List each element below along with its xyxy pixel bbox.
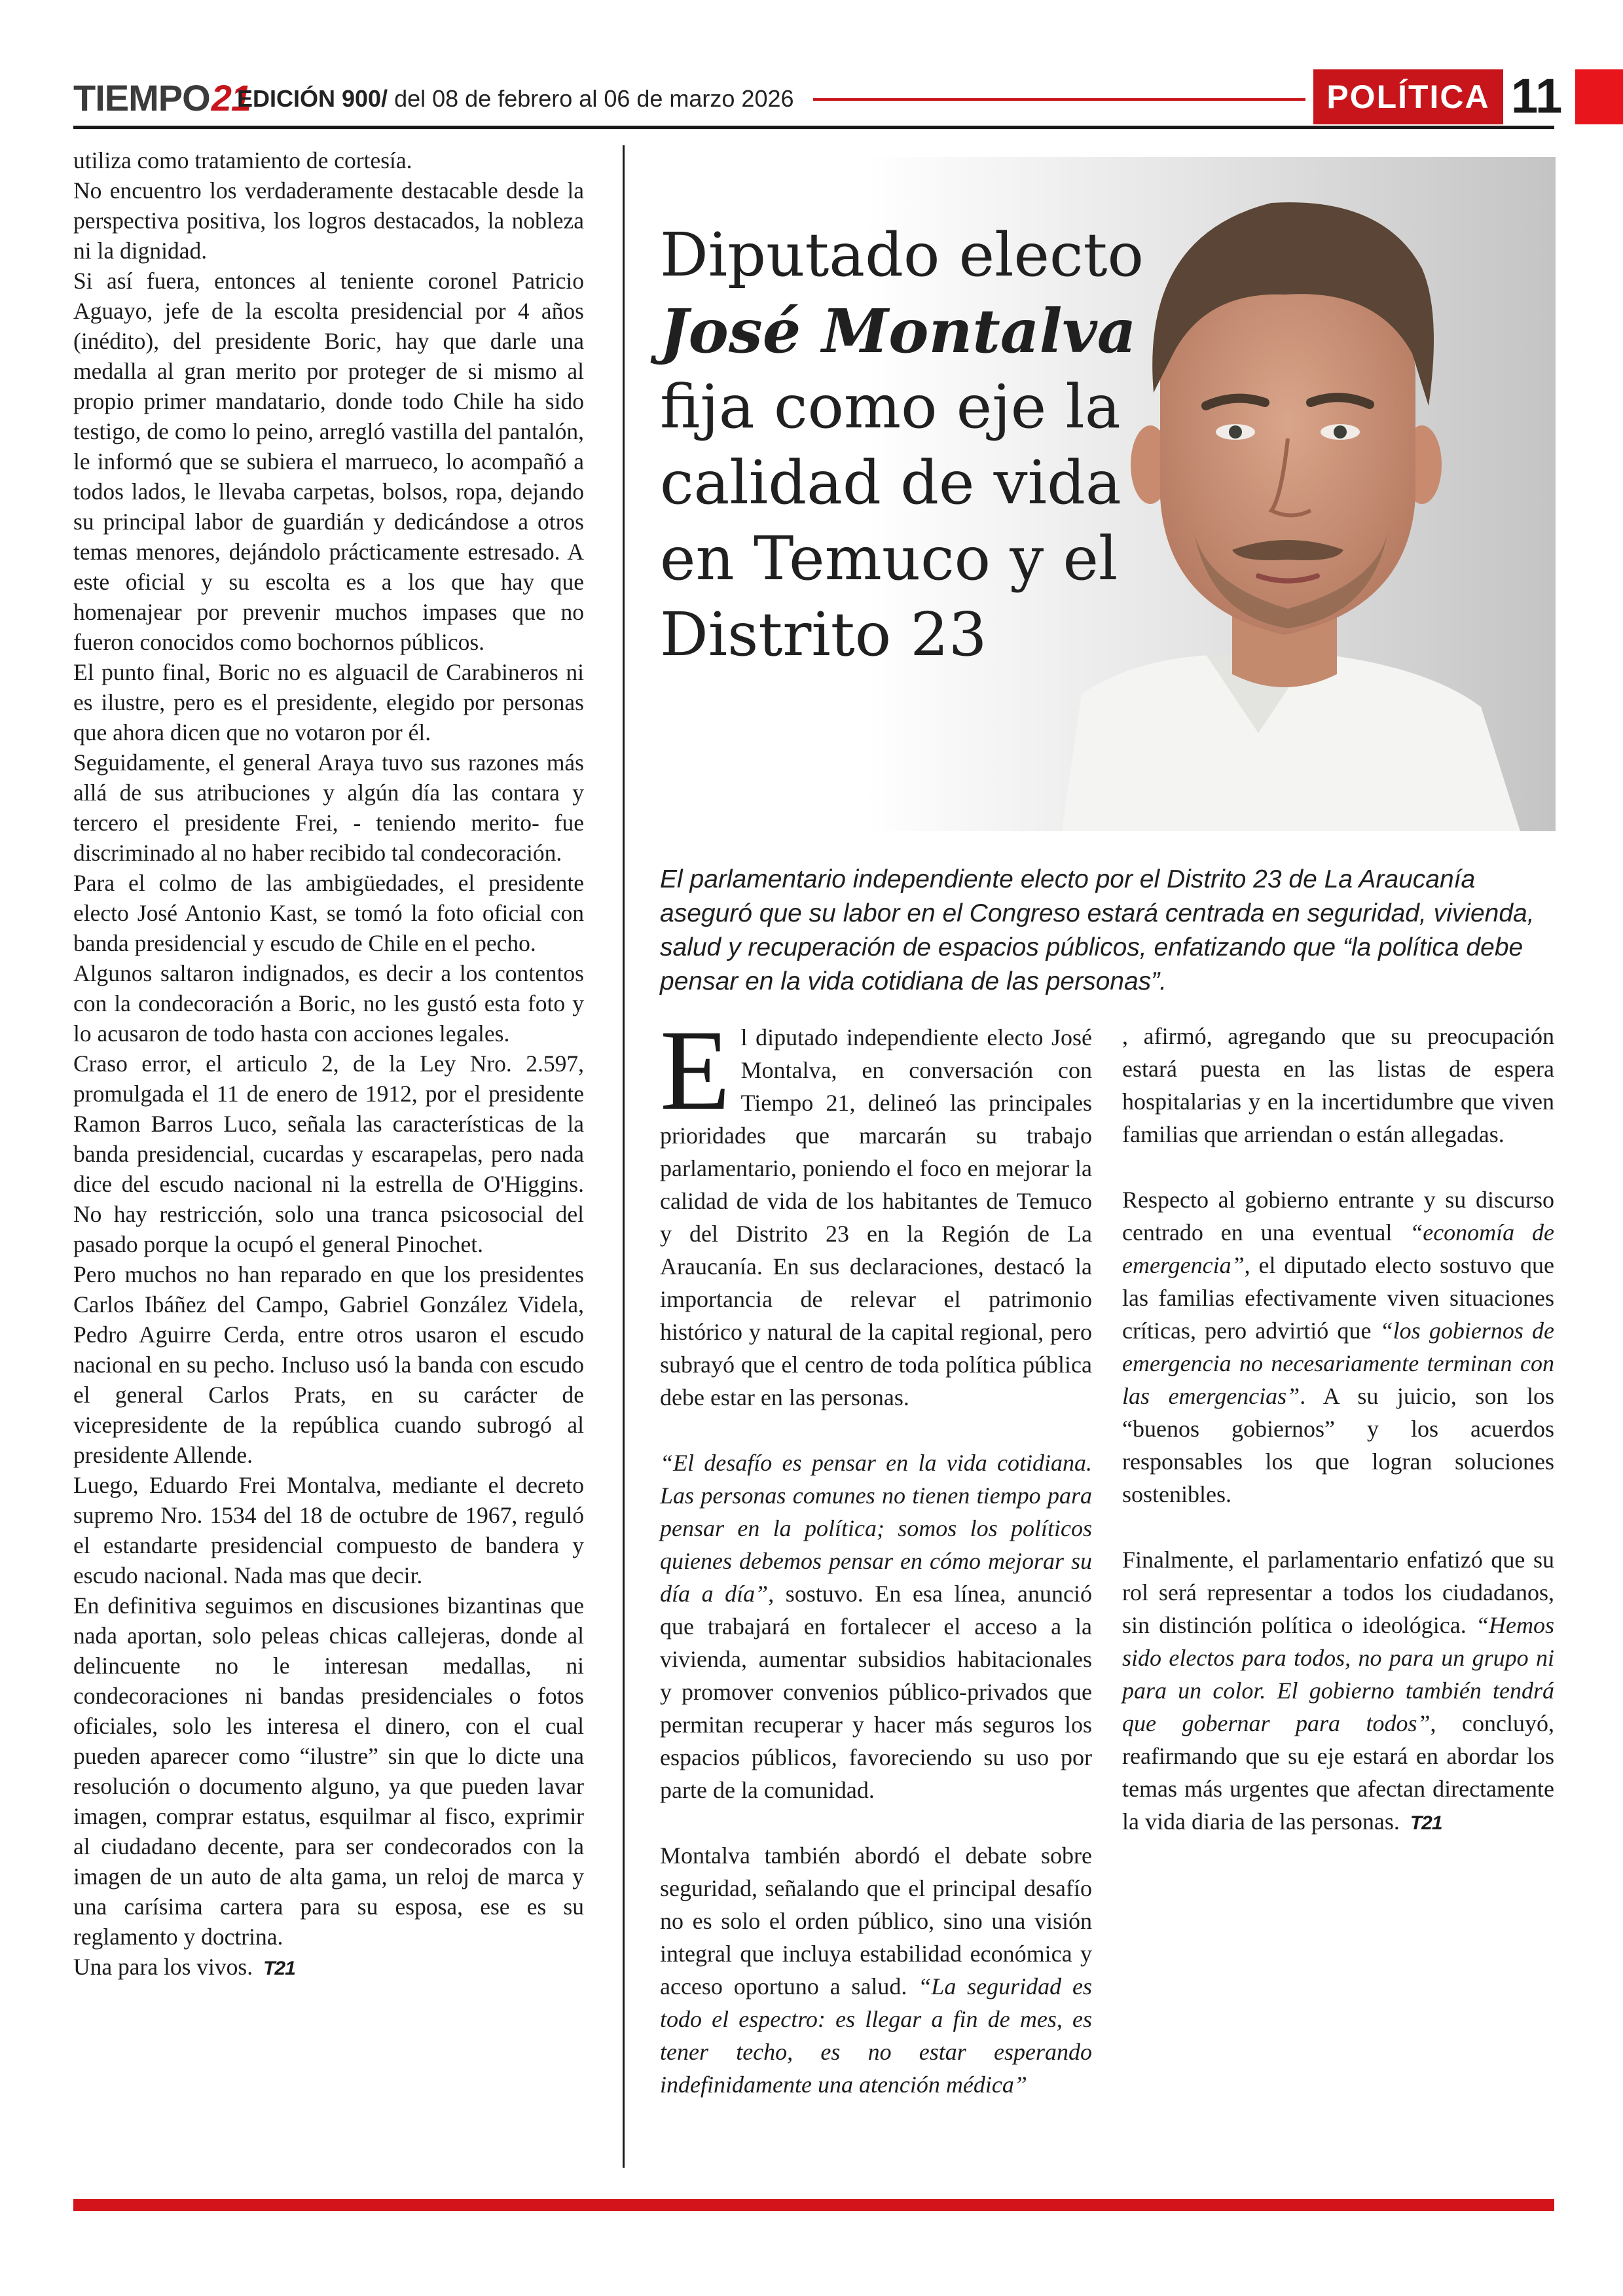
headline-line: en Temuco y el [660, 524, 1118, 594]
opinion-paragraph: utiliza como tratamiento de cortesía. [73, 147, 412, 173]
closing-text: Una para los vivos. [73, 1954, 253, 1980]
opinion-closing [73, 1952, 584, 1984]
quote-text: “La seguridad es todo el espectro: es llegar a fin de mes, es tener techo, es no estar esperando indefinidamente una atención médica” [660, 1973, 1093, 2098]
article-paragraph [660, 1007, 1092, 1414]
section-label: POLÍTICA [1313, 69, 1503, 124]
paragraph-text: l diputado independiente electo José Montalva, en conversación con Tiempo 21, delineó las principales prioridades que marcarán su trabajo parlamentario, poniendo el foco en mejorar la calidad de vida de los habitantes de Temuco y del Distrito 23 en la Región de La Araucanía. En sus declaraciones, destacó la importancia de relevar el patrimonio histórico y natural de la capital regional, pero subrayó que el centro de toda política pública debe estar en las personas. [660, 1024, 1092, 1410]
edition-label: EDICIÓN 900/ [237, 85, 388, 112]
opinion-paragraph: Luego, Eduardo Frei Montalva, mediante el decreto supremo Nro. 1534 del 18 de octubre de 1967, reguló el estandarte presidencial compuesto de bandera y escudo nacional. Nada mas que decir. [73, 1472, 584, 1588]
paragraph-gap [1122, 1151, 1554, 1183]
article-paragraph [1122, 1183, 1554, 1511]
headline-line: Distrito 23 [660, 600, 987, 670]
paragraph-text: , concluyó, reafirmando que su eje estará en abordar los temas más urgentes que afectan directamente la vida diaria de las personas. [1122, 1710, 1554, 1835]
article-column-right [1122, 1020, 1554, 1840]
page-header [73, 63, 1563, 141]
tiempo21-logo [73, 72, 251, 124]
article-paragraph [1122, 1020, 1554, 1151]
opinion-paragraph: Seguidamente, el general Araya tuvo sus razones más allá de sus atribuciones y algún día las contara y tercero el presidente Frei, - teniendo merito- fue discriminado al no haber recibido tal condecoración. [73, 749, 584, 866]
paragraph-gap [660, 1806, 1092, 1839]
article-lede: El parlamentario independiente electo por el Distrito 23 de La Araucanía aseguró que su labor en el Congreso estará centrada en seguridad, vivienda, salud y recuperación de espacios públicos, enfatizando que “la política debe pensar en la vida cotidiana de las personas”. [660, 865, 1535, 996]
paragraph-text: , sostuvo. En esa línea, anunció que trabajará en fortalecer el acceso a la vivienda, aumentar subsidios habitacionales y promover convenios público-privados que permitan recuperar y hacer más seguros los espacios públicos, favoreciendo su uso por parte de la comunidad. [660, 1581, 1092, 1803]
headline-line: calidad de vida [660, 448, 1122, 518]
paragraph-text: . A su juicio, son los “buenos gobiernos” y los acuerdos responsables los que logran soluciones sostenibles. [1122, 1383, 1554, 1507]
quote-text: “Hemos sido electos para todos, no para un grupo ni para un color. El gobierno también tendrá que gobernar para todos” [1122, 1612, 1554, 1736]
opinion-paragraph: Si así fuera, entonces al teniente coronel Patricio Aguayo, jefe de la escolta presidencial por 4 años (inédito), del presidente Boric, hay que darle una medalla al gran merito por proteger de si mismo al propio primer mandatario, donde todo Chile ha sido testigo, de como lo peino, arregló vastilla del pantalón, le informó que se subiera el marrueco, lo acompañó a todos lados, le llevaba carpetas, bolsos, ropa, dejando su principal labor de guardián y dedicándose a otros temas menores, dejándolo prácticamente estresado. A este oficial y su escolta es a los que hay que homenajear por prevenir muchos impases que no fueron conocidos como bochornos públicos. [73, 268, 584, 655]
article-paragraph [660, 1839, 1092, 2101]
paragraph-gap [1122, 1511, 1554, 1543]
end-mark-logo: T21 [1410, 1812, 1442, 1834]
paragraph-gap [660, 1414, 1092, 1446]
quote-text: “El desafío es pensar en la vida cotidiana. Las personas comunes no tienen tiempo para pensar en la política; somos los políticos quienes debemos pensar en cómo mejorar su día a día” [660, 1450, 1092, 1607]
page-corner-tab [1575, 69, 1623, 124]
end-mark-logo: T21 [263, 1958, 295, 1979]
opinion-paragraph: Algunos saltaron indignados, es decir a los contentos con la condecoración a Boric, no les gustó esta foto y lo acusaron de todo hasta con acciones legales. [73, 960, 584, 1047]
headline-name: José Montalva [660, 296, 1137, 367]
header-red-rule [813, 98, 1305, 101]
opinion-paragraph: Craso error, el articulo 2, de la Ley Nro. 2.597, promulgada el 11 de enero de 1912, por el presidente Ramon Barros Luco, señala las características de la banda presidencial, cucardas y escarapelas, pero nada dice del escudo nacional ni la estrella de O'Higgins. No hay restricción, solo una tranca psicosocial del pasado porque la ocupó el general Pinochet. [73, 1050, 584, 1257]
article-paragraph [1122, 1543, 1554, 1840]
header-black-rule [73, 126, 1554, 129]
edition-dates: del 08 de febrero al 06 de marzo 2026 [388, 85, 794, 112]
opinion-paragraph: El punto final, Boric no es alguacil de Carabineros ni es ilustre, pero es el presidente, elegido por personas que ahora dicen que no votaron por él. [73, 659, 584, 745]
opinion-paragraph: No encuentro los verdaderamente destacable desde la perspectiva positiva, los logros destacados, la nobleza ni la dignidad. [73, 177, 584, 264]
opinion-paragraph: Pero muchos no han reparado en que los presidentes Carlos Ibáñez del Campo, Gabriel González Videla, Pedro Aguirre Cerda, entre otros usaron el escudo nacional en su pecho. Incluso usó la banda con escudo el general Carlos Prats, en su carácter de vicepresidente de la república cuando subrogó al presidente Allende. [73, 1261, 584, 1468]
opinion-paragraph: Para el colmo de las ambigüedades, el presidente electo José Antonio Kast, se tomó la foto oficial con banda presidencial y escudo de Chile en el pecho. [73, 870, 584, 956]
paragraph-text: Finalmente, el parlamentario enfatizó que su rol será representar a todos los ciudadanos, sin distinción política o ideológica. [1122, 1547, 1554, 1638]
drop-cap: E [660, 1007, 731, 1134]
paragraph-text: , el diputado electo sostuvo que las familias efectivamente viven situaciones críticas, pero advirtió que [1122, 1252, 1554, 1344]
article-column-middle [660, 1007, 1093, 2101]
footer-red-bar [73, 2199, 1554, 2211]
quote-text: “los gobiernos de emergencia no necesariamente terminan con las emergencias” [1122, 1318, 1554, 1409]
edition-info [237, 76, 794, 122]
paragraph-text: Montalva también abordó el debate sobre seguridad, señalando que el principal desafío no es solo el orden público, sino una visión integral que incluya estabilidad económica y acceso oportuno a salud. [660, 1842, 1092, 2000]
headline-line: Diputado electo [660, 220, 1144, 290]
opinion-column [73, 145, 584, 1984]
logo-text: TIEMPO [73, 77, 210, 118]
article-headline [660, 217, 1197, 673]
column-divider [623, 145, 625, 2168]
paragraph-text: Respecto al gobierno entrante y su discurso centrado en una eventual [1122, 1187, 1554, 1246]
quote-text: “economía de emergencia” [1122, 1219, 1554, 1278]
headline-line: fija como eje la [660, 372, 1121, 442]
opinion-paragraph: En definitiva seguimos en discusiones bizantinas que nada aportan, solo peleas chicas callejeras, donde al delincuente no le interesan medallas, ni condecoraciones ni bandas presidenciales o fotos oficiales, solo les interesa el dinero, con el cual pueden aparecer como “ilustre” sin que lo dicte una resolución o documento alguno, ya que pueden lavar imagen, comprar estatus, esquilmar al fisco, exprimir al ciudadano decente, para ser condecorados con la imagen de un auto de alta gama, un reloj de marca y una carísima cartera para su esposa, ese es su reglamento y doctrina. [73, 1592, 584, 1950]
page-number: 11 [1511, 69, 1563, 123]
article-paragraph [660, 1446, 1092, 1806]
paragraph-text: , afirmó, agregando que su preocupación estará puesta en las listas de espera hospitalarias y en la incertidumbre que viven familias que arriendan o están allegadas. [1122, 1023, 1554, 1147]
logo-number: 21 [211, 77, 251, 118]
